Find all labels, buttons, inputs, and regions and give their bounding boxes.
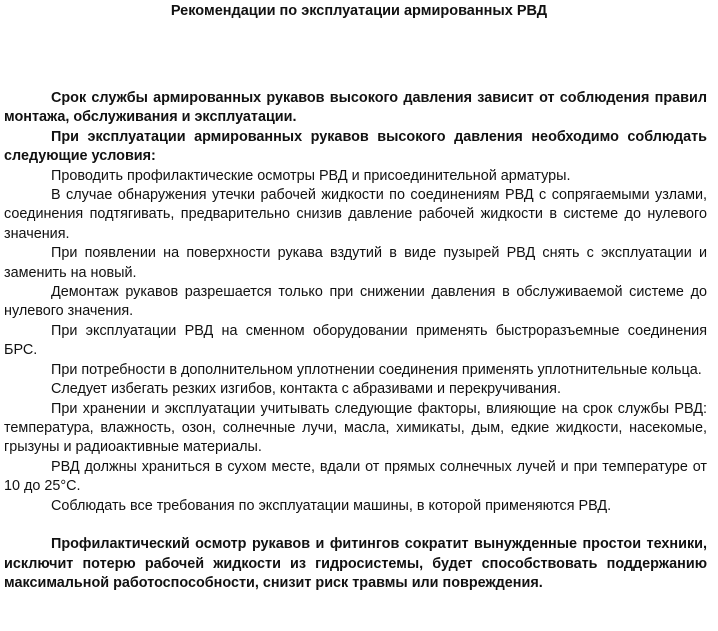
paragraph-bulge: При появлении на поверхности рукава вздутий в виде пузырей РВД снять с эксплуатации и заменить на новый. — [4, 245, 707, 281]
intro-paragraph: Срок службы армированных рукавов высокого давления зависит от соблюдения правил монтажа, обслуживания и эксплуатации. — [4, 90, 707, 126]
conclusion-paragraph: Профилактический осмотр рукавов и фитингов сократит вынужденные простои техники, исключит потерю рабочей жидкости из гидросистемы, будет способствовать поддержанию максимальной работоспособности, снизит риск травмы или повреждения. — [4, 536, 707, 592]
paragraph-storage-factors: При хранении и эксплуатации учитывать следующие факторы, влияющие на срок службы РВД: температура, влажность, озон, солнечные лучи, масла, химикаты, дым, едкие жидкости, насекомые, грызуны и радиоактивные материалы. — [4, 400, 707, 456]
paragraph-leak: В случае обнаружения утечки рабочей жидкости по соединениям РВД с сопрягаемыми узлами, соединения подтягивать, предварительно снизив давление рабочей жидкости в системе до нулевого значения. — [4, 187, 707, 242]
conditions-heading: При эксплуатации армированных рукавов высокого давления необходимо соблюдать следующие условия: — [4, 128, 707, 165]
paragraph-inspection: Проводить профилактические осмотры РВД и присоединительной арматуры. — [51, 167, 571, 184]
paragraph-dismantle: Демонтаж рукавов разрешается только при снижении давления в обслуживаемой системе до нулевого значения. — [4, 284, 707, 320]
document-body — [4, 89, 707, 594]
document-title: Рекомендации по эксплуатации армированных РВД — [170, 3, 548, 19]
paragraph-quick-couplings: При эксплуатации РВД на сменном оборудовании применять быстроразъемные соединения БРС. — [4, 322, 707, 359]
paragraph-machine-requirements: Соблюдать все требования по эксплуатации машины, в которой применяются РВД. — [51, 497, 612, 514]
paragraph-storage-conditions: РВД должны храниться в сухом месте, вдали от прямых солнечных лучей и при температуре от 10 до 25°С. — [4, 458, 707, 495]
paragraph-seal-rings: При потребности в дополнительном уплотнении соединения применять уплотнительные кольца. — [51, 361, 702, 378]
paragraph-avoid-bends: Следует избегать резких изгибов, контакта с абразивами и перекручивания. — [51, 381, 561, 398]
